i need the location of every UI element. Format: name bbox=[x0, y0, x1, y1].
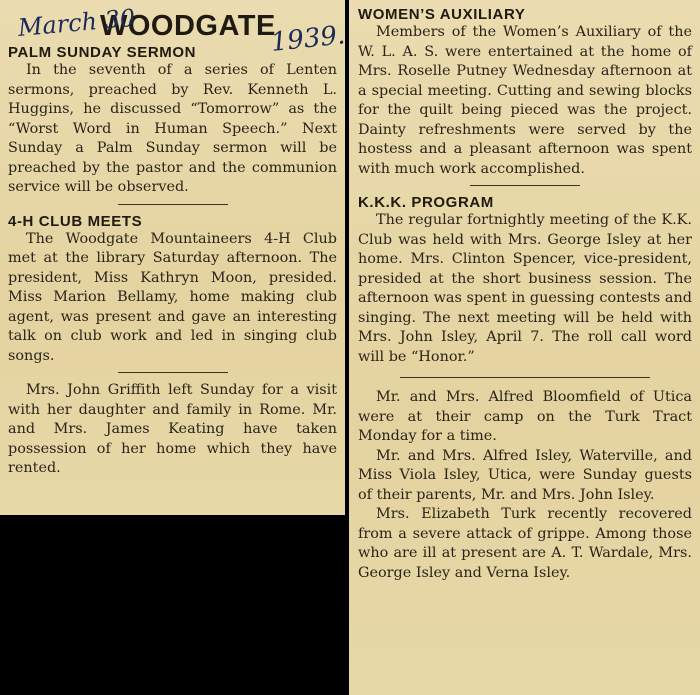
article-heading: K.K.K. PROGRAM bbox=[358, 194, 494, 211]
masthead-title: WOODGATE bbox=[100, 10, 276, 42]
handwritten-year: 1939. bbox=[269, 20, 347, 58]
article-griffith-news bbox=[8, 381, 337, 479]
section-divider bbox=[118, 204, 228, 205]
article-paragraph: Mr. and Mrs. Alfred Bloomfield of Utica were at their camp on the Turk Tract Monday for a time. bbox=[358, 389, 692, 444]
article-paragraph: Mrs. John Griffith left Sunday for a visit with her daughter and family in Rome. Mr. and Mrs. James Keating have taken possession of her home which they have rented. bbox=[8, 382, 337, 476]
article-local-news bbox=[358, 388, 692, 583]
article-kkk-program bbox=[358, 194, 692, 367]
section-divider bbox=[470, 185, 580, 186]
article-paragraph: Members of the Women’s Auxiliary of the W. L. A. S. were entertained at the home of Mrs. Roselle Putney Wednesday afternoon at a special meeting. Cutting and sewing blocks for the quilt being pieced was the project. Dainty refreshments were served by the hostess and a pleasant afternoon was spent with much work accomplished. bbox=[358, 24, 692, 177]
left-clipping bbox=[0, 0, 345, 515]
article-heading: PALM SUNDAY SERMON bbox=[8, 44, 197, 61]
section-divider bbox=[118, 372, 228, 373]
article-paragraph: The Woodgate Mountaineers 4-H Club met at the library Saturday afternoon. The president, Miss Kathryn Moon, presided. Miss Marion Bellamy, home making club agent, was present and gave an interesting talk on club work and led in singing club songs. bbox=[8, 230, 337, 364]
right-clipping bbox=[349, 0, 700, 695]
article-paragraph: In the seventh of a series of Lenten sermons, preached by Rev. Kenneth L. Huggins, he discussed “Tomorrow” as the “Worst Word in Human Speech.” Next Sunday a Palm Sunday sermon will be preached by the pastor and the communion service will be observed. bbox=[8, 62, 337, 195]
handwritten-date: March 30 bbox=[16, 3, 137, 42]
article-paragraph: Mrs. Elizabeth Turk recently recovered from a severe attack of grippe. Among those who are ill at present are A. T. Wardale, Mrs. George Isley and Verna Isley. bbox=[358, 506, 692, 581]
article-paragraph: The regular fortnightly meeting of the K.K. Club was held with Mrs. George Isley at her home. Mrs. Clinton Spencer, vice-president, presided at the short business session. The afternoon was spent in guessing contests and singing. The next meeting will be held with Mrs. John Isley, April 7. The roll call word will be “Honor.” bbox=[358, 212, 692, 365]
article-paragraph: Mr. and Mrs. Alfred Isley, Waterville, and Miss Viola Isley, Utica, were Sunday guests of their parents, Mr. and Mrs. John Isley. bbox=[358, 447, 692, 503]
article-4h-club bbox=[8, 213, 337, 367]
section-divider bbox=[400, 377, 650, 378]
article-palm-sunday bbox=[8, 44, 337, 198]
article-heading: 4-H CLUB MEETS bbox=[8, 212, 143, 230]
article-heading: WOMEN’S AUXILIARY bbox=[358, 6, 526, 23]
article-womens-auxiliary bbox=[358, 6, 692, 179]
